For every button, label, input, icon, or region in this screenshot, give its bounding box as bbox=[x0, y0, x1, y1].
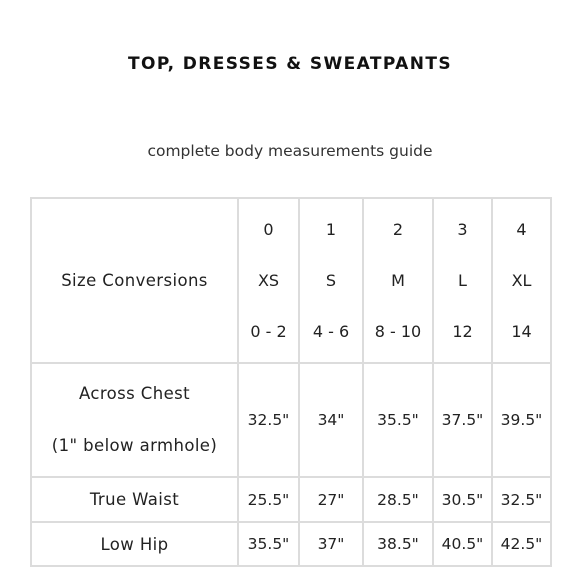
low-hip-label: Low Hip bbox=[31, 522, 238, 566]
size-conversions-label: Size Conversions bbox=[31, 198, 238, 363]
size-number: 1 bbox=[325, 220, 337, 239]
page-subtitle: complete body measurements guide bbox=[147, 142, 433, 160]
across-chest-label-line-1: Across Chest bbox=[78, 384, 191, 403]
measurement-cell: 35.5" bbox=[238, 522, 299, 566]
measurement-cell: 27" bbox=[299, 477, 363, 522]
measurement-cell: 40.5" bbox=[433, 522, 492, 566]
measurement-cell: 37.5" bbox=[433, 363, 492, 477]
size-column-1 bbox=[299, 198, 363, 363]
size-range: 14 bbox=[511, 322, 532, 341]
across-chest-label-line-2: (1" below armhole) bbox=[51, 436, 218, 455]
measurements-table bbox=[30, 197, 552, 567]
size-range: 8 - 10 bbox=[374, 322, 422, 341]
size-number: 0 bbox=[263, 220, 274, 239]
size-letter: S bbox=[325, 271, 337, 290]
true-waist-row bbox=[31, 477, 551, 522]
size-letter: XL bbox=[511, 271, 532, 290]
measurement-cell: 35.5" bbox=[363, 363, 433, 477]
size-number: 3 bbox=[457, 220, 468, 239]
size-number: 4 bbox=[516, 220, 527, 239]
size-letter: M bbox=[391, 271, 405, 290]
size-letter: XS bbox=[257, 271, 280, 290]
measurement-cell: 42.5" bbox=[492, 522, 551, 566]
measurement-cell: 34" bbox=[299, 363, 363, 477]
size-range: 0 - 2 bbox=[250, 322, 287, 341]
measurement-cell: 37" bbox=[299, 522, 363, 566]
page-title: TOP, DRESSES & SWEATPANTS bbox=[128, 54, 452, 74]
across-chest-label bbox=[31, 363, 238, 477]
across-chest-row bbox=[31, 363, 551, 477]
measurement-cell: 32.5" bbox=[492, 477, 551, 522]
true-waist-label: True Waist bbox=[31, 477, 238, 522]
measurement-cell: 39.5" bbox=[492, 363, 551, 477]
size-column-3 bbox=[433, 198, 492, 363]
measurement-cell: 30.5" bbox=[433, 477, 492, 522]
size-column-0 bbox=[238, 198, 299, 363]
size-letter: L bbox=[458, 271, 467, 290]
measurement-cell: 38.5" bbox=[363, 522, 433, 566]
size-column-4 bbox=[492, 198, 551, 363]
low-hip-row bbox=[31, 522, 551, 566]
size-range: 4 - 6 bbox=[312, 322, 350, 341]
size-number: 2 bbox=[392, 220, 404, 239]
size-column-2 bbox=[363, 198, 433, 363]
measurement-cell: 28.5" bbox=[363, 477, 433, 522]
measurement-cell: 32.5" bbox=[238, 363, 299, 477]
size-conversions-row bbox=[31, 198, 551, 363]
size-range: 12 bbox=[452, 322, 473, 341]
measurement-cell: 25.5" bbox=[238, 477, 299, 522]
